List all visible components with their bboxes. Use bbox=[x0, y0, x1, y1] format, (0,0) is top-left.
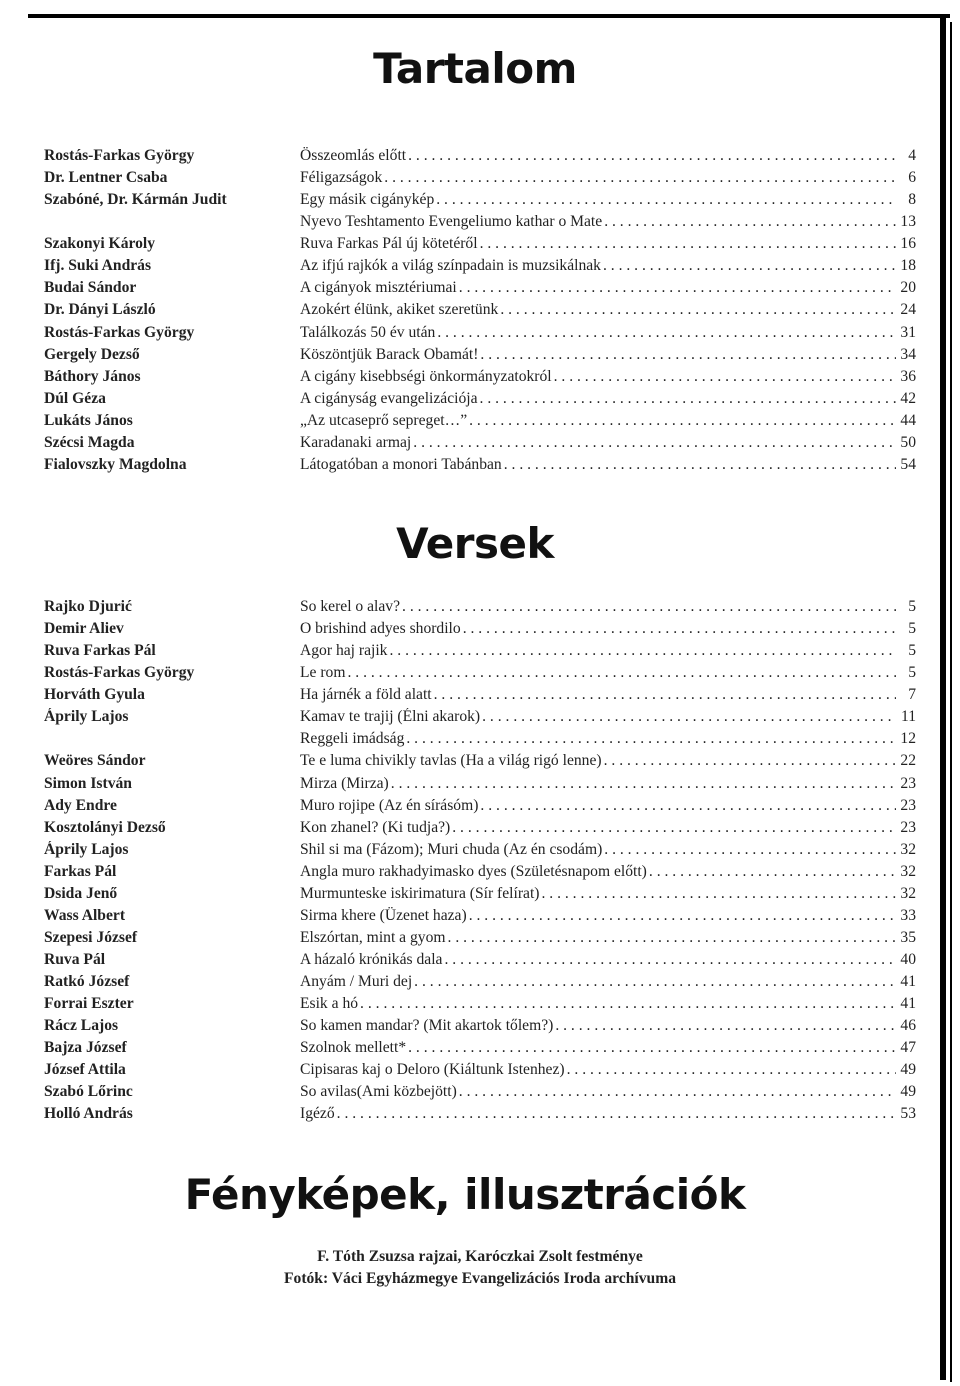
dot-leader bbox=[448, 929, 896, 947]
toc-entry bbox=[44, 1103, 916, 1125]
toc-entry bbox=[44, 432, 916, 454]
entry-page-number: 41 bbox=[900, 973, 916, 991]
entry-title: Látogatóban a monori Tabánban bbox=[300, 455, 502, 473]
entry-page-number: 7 bbox=[908, 686, 916, 704]
entry-title-cell bbox=[300, 434, 916, 452]
entry-author: Budai Sándor bbox=[44, 279, 137, 297]
toc-entry bbox=[44, 596, 916, 618]
entry-title: Az ifjú rajkók a világ színpadain is muzsikálnak bbox=[300, 257, 601, 275]
entry-page-number: 36 bbox=[900, 367, 916, 385]
entry-page-number: 11 bbox=[900, 708, 916, 726]
entry-title-cell bbox=[300, 324, 916, 342]
dot-leader bbox=[444, 951, 896, 969]
entry-author: Ratkó József bbox=[44, 973, 130, 991]
dot-leader bbox=[360, 995, 896, 1013]
entry-title-cell bbox=[300, 642, 916, 660]
toc-entry bbox=[44, 1059, 916, 1081]
entry-title: Sirma khere (Üzenet haza) bbox=[300, 906, 467, 924]
dot-leader bbox=[414, 973, 896, 991]
entry-page-number: 41 bbox=[900, 995, 916, 1013]
dot-leader bbox=[469, 412, 896, 430]
entry-title-cell bbox=[300, 368, 916, 386]
entry-title-cell bbox=[300, 598, 916, 616]
dot-leader bbox=[384, 169, 896, 187]
entry-page-number: 23 bbox=[900, 818, 916, 836]
toc-entry bbox=[44, 883, 916, 905]
entry-title-cell bbox=[300, 973, 916, 991]
entry-title-cell bbox=[300, 841, 916, 859]
entry-page-number: 34 bbox=[900, 345, 916, 363]
entry-title: Angla muro rakhadyimasko dyes (Születésnapom előtt) bbox=[300, 862, 647, 880]
toc-entry bbox=[44, 927, 916, 949]
dot-leader bbox=[604, 213, 896, 231]
entry-author: Demir Aliev bbox=[44, 620, 124, 638]
toc-entry bbox=[44, 189, 916, 211]
toc-entry bbox=[44, 993, 916, 1015]
entry-author: Lukáts János bbox=[44, 411, 133, 429]
entry-title: A házaló krónikás dala bbox=[300, 951, 443, 969]
toc-entry bbox=[44, 949, 916, 971]
entry-title: A cigányok misztériumai bbox=[300, 279, 457, 297]
dot-leader bbox=[567, 1061, 896, 1079]
toc-entry bbox=[44, 1081, 916, 1103]
entry-title: So kerel o alav? bbox=[300, 598, 401, 616]
entry-title: Kamav te trajij (Élni akarok) bbox=[300, 708, 481, 726]
toc-entry bbox=[44, 795, 916, 817]
dot-leader bbox=[480, 390, 896, 408]
entry-author: Dr. Dányi László bbox=[44, 301, 156, 319]
entry-title-cell bbox=[300, 235, 916, 253]
entry-title: Agor haj rajik bbox=[300, 642, 388, 660]
dot-leader bbox=[337, 1105, 896, 1123]
entry-page-number: 5 bbox=[908, 642, 916, 660]
toc-entry bbox=[44, 233, 916, 255]
entry-author: Rostás-Farkas György bbox=[44, 323, 195, 341]
dot-leader bbox=[402, 598, 896, 616]
entry-author: Bajza József bbox=[44, 1039, 127, 1057]
dot-leader bbox=[459, 1083, 896, 1101]
entry-title: Esik a hó bbox=[300, 995, 359, 1013]
entry-page-number: 20 bbox=[900, 279, 916, 297]
entry-author: Simon István bbox=[44, 774, 132, 792]
dot-leader bbox=[555, 1017, 896, 1035]
entry-author: Weöres Sándor bbox=[44, 752, 146, 770]
toc-entry bbox=[44, 299, 916, 321]
dot-leader bbox=[480, 235, 896, 253]
entry-title-cell bbox=[300, 620, 916, 638]
dot-leader bbox=[603, 257, 896, 275]
entry-title-cell bbox=[300, 1039, 916, 1057]
entry-title-cell bbox=[300, 456, 916, 474]
entry-author: Szepesi József bbox=[44, 928, 138, 946]
entry-title-cell bbox=[300, 885, 916, 903]
dot-leader bbox=[649, 863, 896, 881]
toc-entry bbox=[44, 861, 916, 883]
entry-page-number: 4 bbox=[908, 147, 916, 165]
entry-title: Nyevo Teshtamento Evengeliumo kathar o Mate bbox=[300, 213, 603, 231]
dot-leader bbox=[554, 368, 896, 386]
entry-author: Rácz Lajos bbox=[44, 1017, 119, 1035]
entry-author: Ifj. Suki András bbox=[44, 257, 152, 275]
entry-title: Egy másik cigánykép bbox=[300, 191, 435, 209]
entry-title: Összeomlás előtt bbox=[300, 147, 407, 165]
page-frame-right-rule bbox=[940, 14, 946, 1380]
entry-title: Féligazságok bbox=[300, 169, 383, 187]
toc-entry bbox=[44, 344, 916, 366]
entry-author: Rostás-Farkas György bbox=[44, 664, 195, 682]
entry-title: Cipisaras kaj o Deloro (Kiáltunk Istenhez) bbox=[300, 1061, 565, 1079]
toc-entry bbox=[44, 1015, 916, 1037]
entry-title-cell bbox=[300, 1083, 916, 1101]
dot-leader bbox=[408, 147, 896, 165]
toc-entry bbox=[44, 388, 916, 410]
contents-heading: Tartalom bbox=[373, 44, 577, 93]
entry-title-cell bbox=[300, 664, 916, 682]
entry-author: Dúl Géza bbox=[44, 389, 106, 407]
entry-page-number: 32 bbox=[900, 840, 916, 858]
entry-author: József Attila bbox=[44, 1061, 126, 1079]
entry-page-number: 24 bbox=[900, 301, 916, 319]
articles-list bbox=[44, 145, 916, 476]
entry-page-number: 5 bbox=[908, 664, 916, 682]
entry-author: Gergely Dezső bbox=[44, 345, 140, 363]
entry-author: Áprily Lajos bbox=[44, 840, 129, 858]
toc-entry bbox=[44, 728, 916, 750]
entry-title-cell bbox=[300, 907, 916, 925]
entry-author: Áprily Lajos bbox=[44, 708, 129, 726]
entry-page-number: 53 bbox=[900, 1105, 916, 1123]
entry-page-number: 54 bbox=[900, 455, 916, 473]
entry-title-cell bbox=[300, 819, 916, 837]
entry-author: Szécsi Magda bbox=[44, 433, 135, 451]
entry-author: Szakonyi Károly bbox=[44, 235, 156, 253]
dot-leader bbox=[434, 686, 896, 704]
entry-title: Muro rojipe (Az én sírásóm) bbox=[300, 796, 479, 814]
entry-page-number: 32 bbox=[900, 862, 916, 880]
entry-title: So kamen mandar? (Mit akartok tőlem?) bbox=[300, 1017, 554, 1035]
entry-title-cell bbox=[300, 169, 916, 187]
entry-page-number: 49 bbox=[900, 1083, 916, 1101]
entry-title-cell bbox=[300, 929, 916, 947]
dot-leader bbox=[391, 775, 896, 793]
entry-title-cell bbox=[300, 1061, 916, 1079]
entry-title-cell bbox=[300, 257, 916, 275]
entry-title: Karadanaki armaj bbox=[300, 433, 412, 451]
entry-title-cell bbox=[300, 412, 916, 430]
entry-author: Ruva Farkas Pál bbox=[44, 642, 156, 660]
entry-title: Mirza (Mirza) bbox=[300, 774, 389, 792]
entry-title-cell bbox=[300, 1017, 916, 1035]
dot-leader bbox=[437, 324, 896, 342]
entry-title-cell bbox=[300, 1105, 916, 1123]
entry-title-cell bbox=[300, 708, 916, 726]
entry-author: Szabóné, Dr. Kármán Judit bbox=[44, 191, 227, 209]
toc-entry bbox=[44, 706, 916, 728]
entry-title: Reggeli imádság bbox=[300, 730, 405, 748]
entry-title-cell bbox=[300, 191, 916, 209]
entry-title-cell bbox=[300, 995, 916, 1013]
entry-author: Fialovszky Magdolna bbox=[44, 455, 187, 473]
entry-page-number: 16 bbox=[900, 235, 916, 253]
dot-leader bbox=[504, 456, 896, 474]
entry-page-number: 23 bbox=[900, 796, 916, 814]
toc-entry bbox=[44, 211, 916, 233]
toc-entry bbox=[44, 167, 916, 189]
poems-heading: Versek bbox=[396, 519, 554, 568]
dot-leader bbox=[413, 434, 896, 452]
dot-leader bbox=[500, 301, 896, 319]
dot-leader bbox=[452, 819, 896, 837]
entry-page-number: 6 bbox=[908, 169, 916, 187]
entry-title: Kon zhanel? (Ki tudja?) bbox=[300, 818, 451, 836]
entry-title-cell bbox=[300, 730, 916, 748]
dot-leader bbox=[604, 841, 896, 859]
entry-title: Köszöntjük Barack Obamát! bbox=[300, 345, 479, 363]
entry-page-number: 5 bbox=[908, 598, 916, 616]
toc-entry bbox=[44, 662, 916, 684]
entry-title: Ha járnék a föld alatt bbox=[300, 686, 432, 704]
entry-page-number: 18 bbox=[900, 257, 916, 275]
toc-entry bbox=[44, 817, 916, 839]
entry-title-cell bbox=[300, 346, 916, 364]
entry-page-number: 23 bbox=[900, 774, 916, 792]
entry-title: O brishind adyes shordilo bbox=[300, 620, 461, 638]
entry-page-number: 31 bbox=[900, 323, 916, 341]
entry-title-cell bbox=[300, 686, 916, 704]
entry-author: Ady Endre bbox=[44, 796, 117, 814]
dot-leader bbox=[406, 730, 896, 748]
dot-leader bbox=[482, 708, 896, 726]
toc-entry bbox=[44, 322, 916, 344]
entry-page-number: 22 bbox=[900, 752, 916, 770]
toc-entry bbox=[44, 618, 916, 640]
entry-title: A cigányság evangelizációja bbox=[300, 389, 478, 407]
entry-title: Shil si ma (Fázom); Muri chuda (Az én csodám) bbox=[300, 840, 603, 858]
entry-title: Igéző bbox=[300, 1105, 335, 1123]
entry-title: Találkozás 50 év után bbox=[300, 323, 436, 341]
entry-page-number: 5 bbox=[908, 620, 916, 638]
toc-entry bbox=[44, 454, 916, 476]
entry-page-number: 44 bbox=[900, 411, 916, 429]
entry-title: „Az utcaseprő sepreget…” bbox=[300, 411, 468, 429]
entry-author: Dsida Jenő bbox=[44, 884, 118, 902]
entry-title-cell bbox=[300, 775, 916, 793]
entry-page-number: 50 bbox=[900, 433, 916, 451]
entry-title: Anyám / Muri dej bbox=[300, 973, 413, 991]
entry-author: Holló András bbox=[44, 1105, 133, 1123]
entry-author: Horváth Gyula bbox=[44, 686, 145, 704]
entry-page-number: 33 bbox=[900, 906, 916, 924]
entry-author: Dr. Lentner Csaba bbox=[44, 169, 168, 187]
entry-page-number: 8 bbox=[908, 191, 916, 209]
entry-title: A cigány kisebbségi önkormányzatokról bbox=[300, 367, 552, 385]
entry-page-number: 42 bbox=[900, 389, 916, 407]
entry-author: Ruva Pál bbox=[44, 951, 106, 969]
entry-page-number: 32 bbox=[900, 884, 916, 902]
entry-title-cell bbox=[300, 752, 916, 770]
entry-title: Ruva Farkas Pál új kötetéről bbox=[300, 235, 478, 253]
entry-title-cell bbox=[300, 213, 916, 231]
entry-title-cell bbox=[300, 390, 916, 408]
entry-page-number: 47 bbox=[900, 1039, 916, 1057]
toc-entry bbox=[44, 971, 916, 993]
page-frame-right-rule-thin bbox=[950, 22, 952, 1382]
entry-title: Murmunteske iskirimatura (Sír felírat) bbox=[300, 884, 540, 902]
entry-page-number: 13 bbox=[900, 213, 916, 231]
entry-author: Farkas Pál bbox=[44, 862, 117, 880]
dot-leader bbox=[436, 191, 896, 209]
entry-page-number: 35 bbox=[900, 928, 916, 946]
toc-entry bbox=[44, 750, 916, 772]
toc-entry bbox=[44, 684, 916, 706]
entry-page-number: 12 bbox=[900, 730, 916, 748]
entry-title: Azokért élünk, akiket szeretünk bbox=[300, 301, 499, 319]
toc-entry bbox=[44, 410, 916, 432]
toc-entry bbox=[44, 905, 916, 927]
entry-author: Wass Albert bbox=[44, 906, 126, 924]
poems-list bbox=[44, 596, 916, 1126]
entry-author: Szabó Lőrinc bbox=[44, 1083, 133, 1101]
toc-entry bbox=[44, 1037, 916, 1059]
page-frame-top-rule bbox=[28, 14, 950, 18]
entry-page-number: 40 bbox=[900, 951, 916, 969]
entry-author: Rostás-Farkas György bbox=[44, 147, 195, 165]
dot-leader bbox=[347, 664, 896, 682]
entry-page-number: 46 bbox=[900, 1017, 916, 1035]
photos-heading: Fényképek, illusztrációk bbox=[184, 1170, 746, 1219]
entry-title-cell bbox=[300, 279, 916, 297]
entry-page-number: 49 bbox=[900, 1061, 916, 1079]
dot-leader bbox=[480, 346, 896, 364]
dot-leader bbox=[604, 752, 896, 770]
entry-author: Rajko Djurić bbox=[44, 598, 132, 616]
entry-title: So avilas(Ami közbejött) bbox=[300, 1083, 457, 1101]
toc-entry bbox=[44, 640, 916, 662]
entry-title-cell bbox=[300, 951, 916, 969]
entry-author: Forrai Eszter bbox=[44, 995, 134, 1013]
dot-leader bbox=[463, 620, 896, 638]
dot-leader bbox=[541, 885, 896, 903]
entry-title: Szolnok mellett* bbox=[300, 1039, 407, 1057]
entry-title-cell bbox=[300, 797, 916, 815]
entry-title: Te e luma chivikly tavlas (Ha a világ rigó lenne) bbox=[300, 752, 602, 770]
entry-title: Elszórtan, mint a gyom bbox=[300, 928, 446, 946]
entry-author: Báthory János bbox=[44, 367, 141, 385]
photo-credit: Fotók: Váci Egyházmegye Evangelizációs Iroda archívuma bbox=[284, 1270, 676, 1287]
illustration-credit: F. Tóth Zsuzsa rajzai, Karóczkai Zsolt festménye bbox=[317, 1248, 643, 1265]
toc-entry bbox=[44, 255, 916, 277]
entry-title-cell bbox=[300, 863, 916, 881]
entry-author: Kosztolányi Dezső bbox=[44, 818, 166, 836]
dot-leader bbox=[469, 907, 896, 925]
toc-entry bbox=[44, 145, 916, 167]
toc-entry bbox=[44, 839, 916, 861]
toc-entry bbox=[44, 773, 916, 795]
entry-title: Le rom bbox=[300, 664, 346, 682]
dot-leader bbox=[459, 279, 896, 297]
entry-title-cell bbox=[300, 147, 916, 165]
toc-entry bbox=[44, 366, 916, 388]
toc-entry bbox=[44, 277, 916, 299]
dot-leader bbox=[389, 642, 896, 660]
dot-leader bbox=[408, 1039, 896, 1057]
entry-title-cell bbox=[300, 301, 916, 319]
dot-leader bbox=[480, 797, 896, 815]
